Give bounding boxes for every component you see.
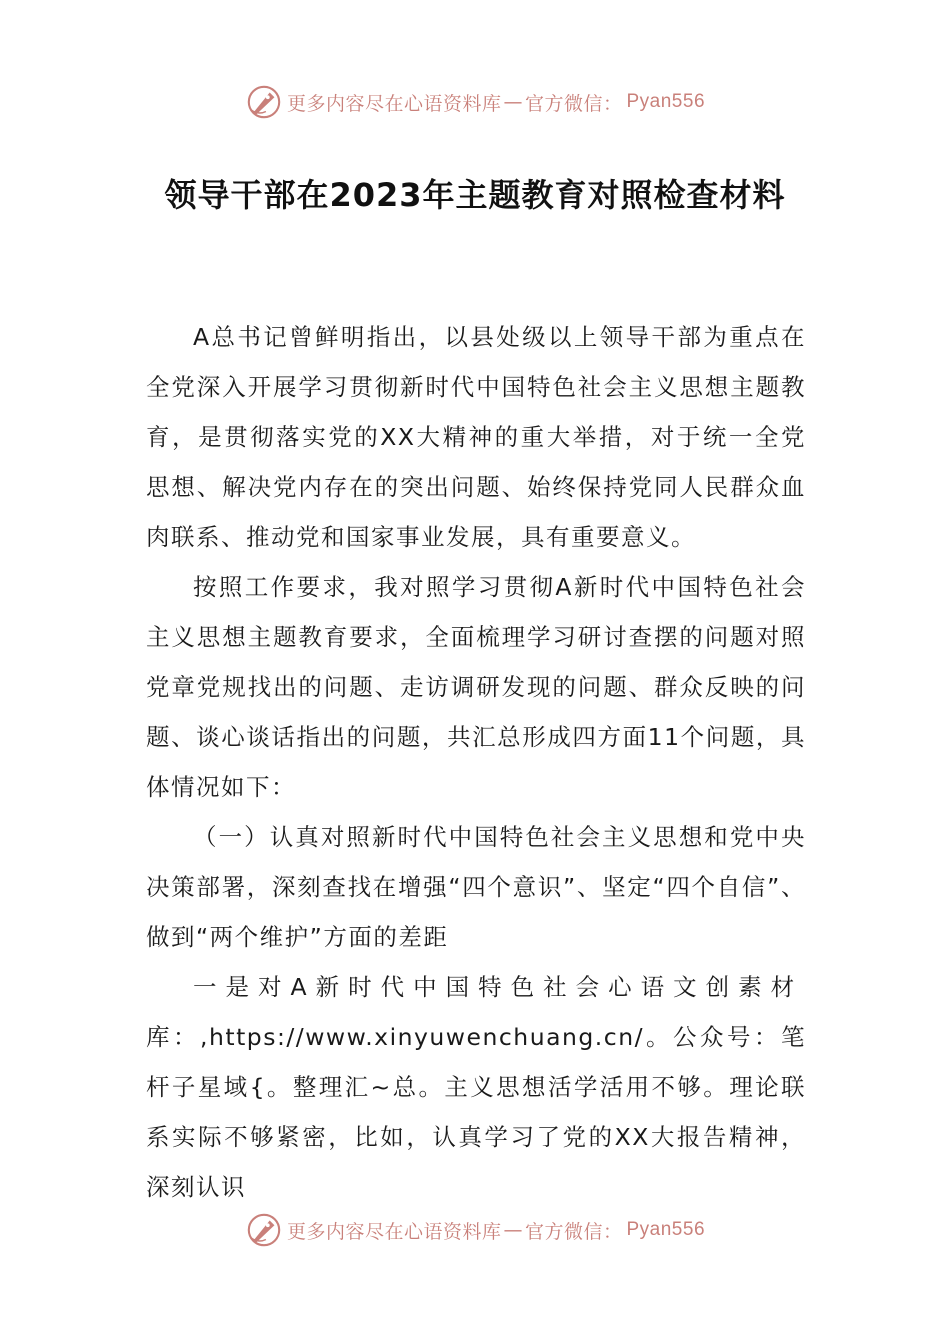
watermark-wechat-label: 官方微信： — [524, 92, 623, 115]
watermark-wechat-label: 官方微信： — [524, 1220, 623, 1243]
watermark-separator: — — [503, 1219, 523, 1241]
document-title: 领导干部在2023年主题教育对照检查材料 — [164, 176, 786, 214]
paragraph: （一）认真对照新时代中国特色社会主义思想和党中央决策部署，深刻查找在增强“四个意识”、坚定“四个自信”、做到“两个维护”方面的差距 — [146, 823, 806, 951]
paragraph: 一是对A新时代中国特色社会心语文创素材 — [193, 973, 804, 1001]
document-body — [146, 312, 806, 1212]
watermark-banner-top — [0, 80, 950, 124]
watermark-brand: 更多内容尽在心语资料库 — [286, 1220, 502, 1243]
watermark-brand: 更多内容尽在心语资料库 — [286, 92, 502, 115]
watermark-wechat-id: Pyan556 — [626, 1219, 706, 1240]
paragraph: 按照工作要求，我对照学习贯彻A新时代中国特色社会主义思想主题教育要求，全面梳理学习研讨查摆的问题对照党章党规找出的问题、走访调研发现的问题、群众反映的问题、谈心谈话指出的问题，共汇总形成四方面11个问题，具体情况如下： — [146, 573, 806, 801]
pen-nib-circle-icon — [245, 1211, 283, 1249]
paragraph: A总书记曾鲜明指出，以县处级以上领导干部为重点在全党深入开展学习贯彻新时代中国特色社会主义思想主题教育，是贯彻落实党的XX大精神的重大举措，对于统一全党思想、解决党内存在的突出问题、始终保持党同人民群众血肉联系、推动党和国家事业发展，具有重要意义。 — [146, 323, 806, 551]
watermark-separator: — — [503, 91, 523, 113]
pen-nib-circle-icon — [245, 83, 283, 121]
watermark-banner-bottom — [0, 1208, 950, 1252]
watermark-wechat-id: Pyan556 — [626, 91, 706, 112]
paragraph: 库：,https://www.xinyuwenchuang.cn/。公众号：笔杆子星域{。整理汇~总。主义思想活学活用不够。理论联系实际不够紧密，比如，认真学习了党的XX大报告精神，深刻认识 — [146, 1023, 806, 1201]
